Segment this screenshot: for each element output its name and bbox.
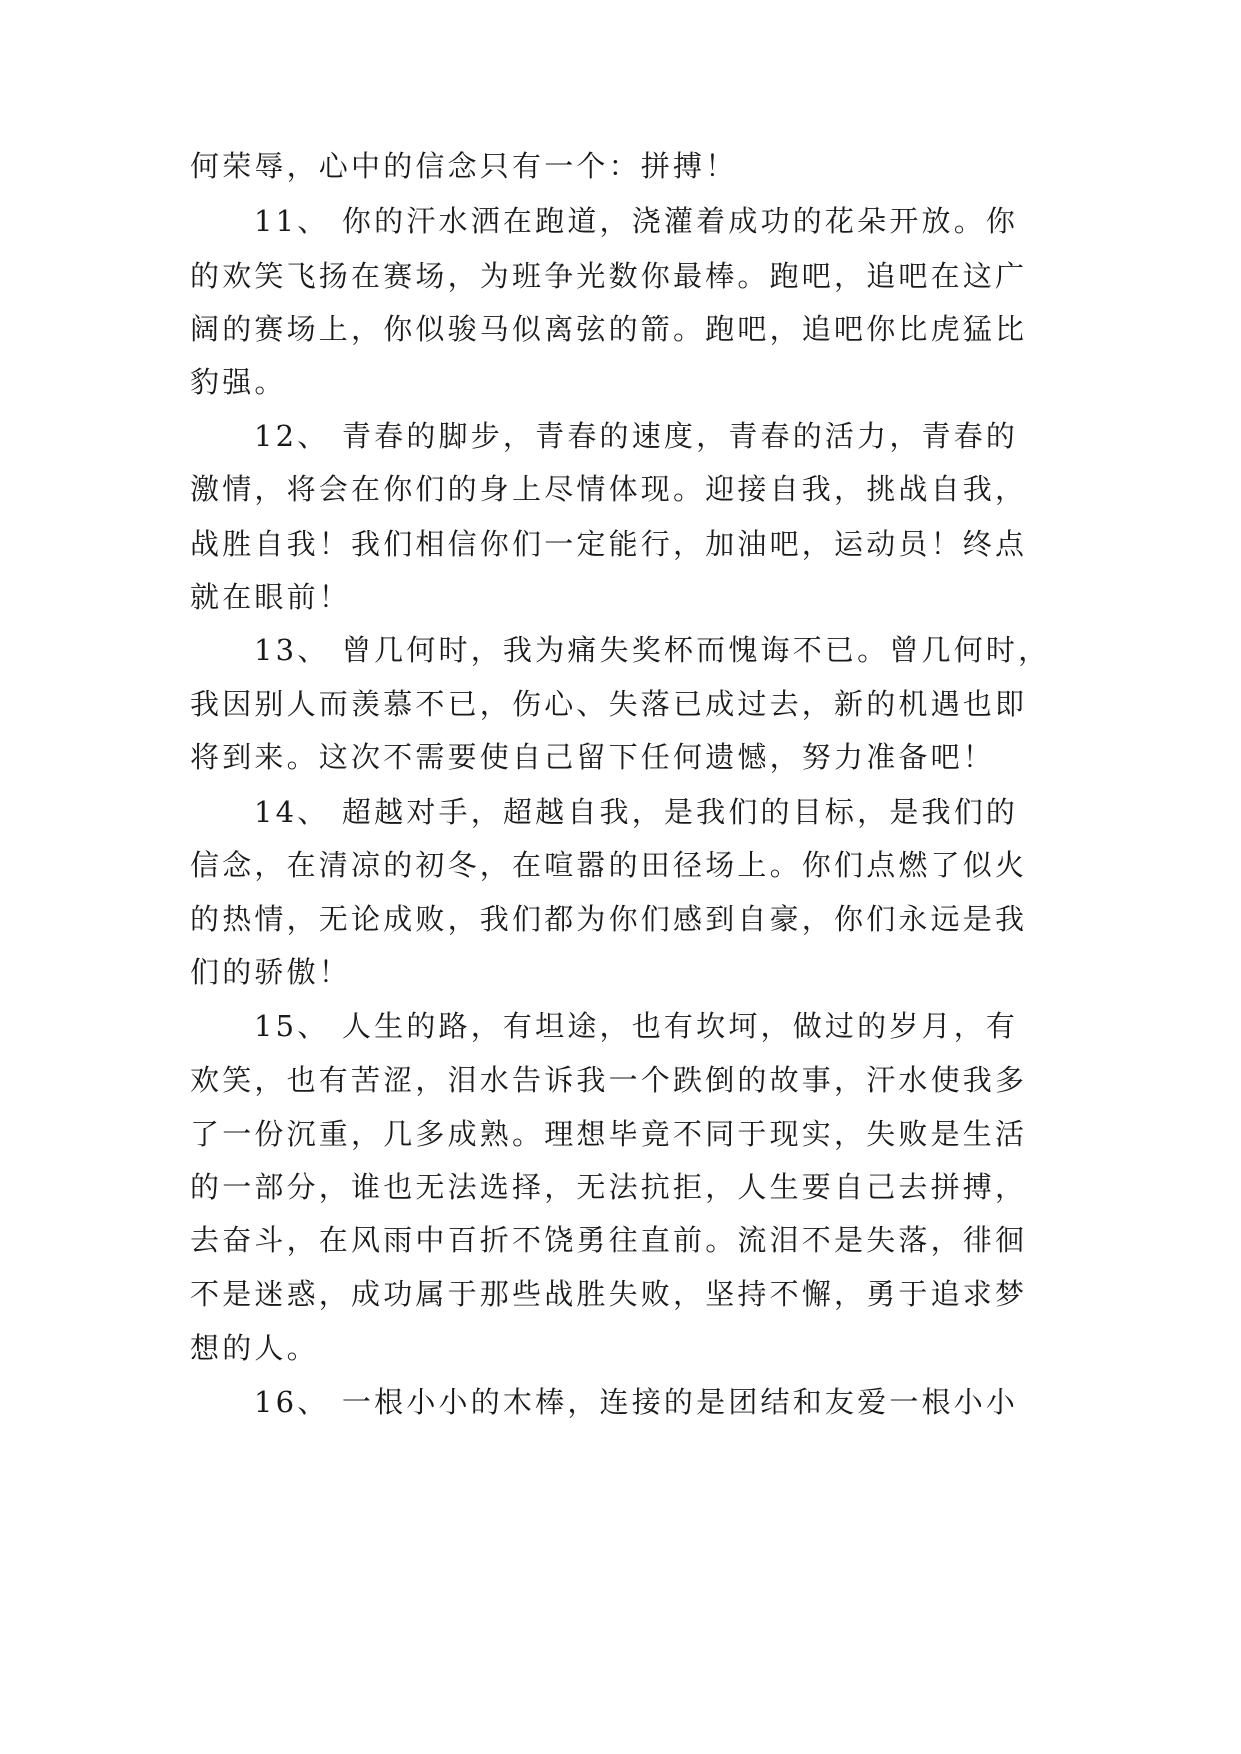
text-line: 13、 曾几何时，我为痛失奖杯而愧诲不已。曾几何时， [254,633,1051,667]
text-line: 何荣辱，心中的信念只有一个：拼搏！ [190,149,738,183]
text-line: 14、 超越对手，超越自我，是我们的目标，是我们的 [254,795,1019,829]
text-line: 12、 青春的脚步，青春的速度，青春的活力，青春的 [254,419,1019,453]
text-line: 信念，在清凉的初冬，在喧嚣的田径场上。你们点燃了似火 [190,848,1028,882]
text-line: 去奋斗，在风雨中百折不饶勇往直前。流泪不是失落，徘徊 [190,1223,1028,1257]
text-line: 16、 一根小小的木棒，连接的是团结和友爱一根小小 [254,1385,1019,1419]
text-line: 将到来。这次不需要使自己留下任何遗憾，努力准备吧！ [190,740,996,774]
text-line: 欢笑，也有苦涩，泪水告诉我一个跌倒的故事，汗水使我多 [190,1063,1028,1097]
text-line: 想的人。 [190,1331,319,1365]
text-line: 的一部分，谁也无法选择，无法抗拒，人生要自己去拼搏， [190,1170,1028,1204]
text-line: 阔的赛场上，你似骏马似离弦的箭。跑吧，追吧你比虎猛比 [190,312,1028,346]
text-line: 激情，将会在你们的身上尽情体现。迎接自我，挑战自我， [190,472,1028,506]
text-line: 就在眼前！ [190,580,352,614]
text-line: 15、 人生的路，有坦途，也有坎坷，做过的岁月，有 [254,1009,1019,1043]
text-line: 豹强。 [190,365,287,399]
text-line: 战胜自我！我们相信你们一定能行，加油吧，运动员！终点 [190,527,1028,561]
text-line: 的欢笑飞扬在赛场，为班争光数你最棒。跑吧，追吧在这广 [190,259,1028,293]
text-line: 们的骄傲！ [190,955,352,989]
text-line: 的热情，无论成败，我们都为你们感到自豪，你们永远是我 [190,902,1028,936]
text-line: 了一份沉重，几多成熟。理想毕竟不同于现实，失败是生活 [190,1117,1028,1151]
text-line: 11、 你的汗水洒在跑道，浇灌着成功的花朵开放。你 [254,204,1019,238]
text-line: 不是迷惑，成功属于那些战胜失败，坚持不懈，勇于追求梦 [190,1277,1028,1311]
text-line: 我因别人而羡慕不已，伤心、失落已成过去，新的机遇也即 [190,687,1028,721]
